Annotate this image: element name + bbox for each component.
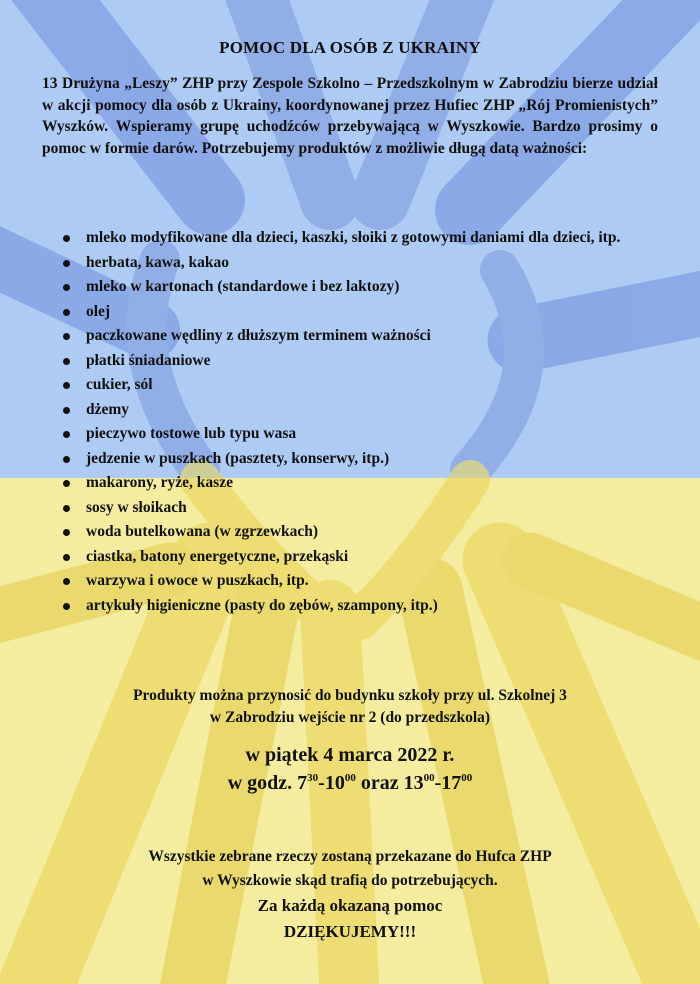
closing-note <box>0 845 700 945</box>
list-item: olej <box>60 300 660 325</box>
list-item: cukier, sól <box>60 373 660 398</box>
list-item: dżemy <box>60 398 660 423</box>
hours-text: w godz. 7 <box>227 772 308 794</box>
hours-superscript: 30 <box>307 772 319 784</box>
list-item: płatki śniadaniowe <box>60 349 660 374</box>
list-item: pieczywo tostowe lub typu wasa <box>60 422 660 447</box>
thanks-shout: DZIĘKUJEMY!!! <box>283 922 417 941</box>
closing-line: w Wyszkowie skąd trafią do potrzebujących. <box>202 872 498 889</box>
drop-off-entrance: w Zabrodziu wejście nr 2 (do przedszkola) <box>209 709 491 726</box>
donation-items-list <box>60 226 660 618</box>
list-item: paczkowane wędliny z dłuższym terminem ważności <box>60 324 660 349</box>
list-item: mleko w kartonach (standardowe i bez laktozy) <box>60 275 660 300</box>
hours-text: -10 <box>318 772 345 794</box>
list-item: makarony, ryże, kasze <box>60 471 660 496</box>
event-hours <box>0 769 700 797</box>
hours-superscript: 00 <box>423 772 435 784</box>
list-item: ciastka, batony energetyczne, przekąski <box>60 545 660 570</box>
list-item: herbata, kawa, kakao <box>60 251 660 276</box>
intro-paragraph: 13 Drużyna „Leszy” ZHP przy Zespole Szkolno – Przedszkolnym w Zabrodziu bierze udział w akcji pomocy dla osób z Ukrainy, koordynowanej przez Hufiec ZHP „Rój Promienistych” Wyszków. Wspieramy grupę uchodźców przebywającą w Wyszkowie. Bardzo prosimy o pomoc w formie darów. Potrzebujemy produktów z możliwie długą datą ważności: <box>42 75 658 157</box>
list-item: artykuły higieniczne (pasty do zębów, szampony, itp.) <box>60 594 660 619</box>
closing-line: Wszystkie zebrane rzeczy zostaną przekazane do Hufca ZHP <box>148 848 552 865</box>
thanks-line: Za każdą okazaną pomoc <box>257 896 443 915</box>
hours-text: -17 <box>434 772 462 794</box>
list-item: warzywa i owoce w puszkach, itp. <box>60 569 660 594</box>
list-item: sosy w słoikach <box>60 496 660 521</box>
hours-text: oraz 13 <box>355 772 424 794</box>
list-item: jedzenie w puszkach (pasztety, konserwy, itp.) <box>60 447 660 472</box>
list-item: mleko modyfikowane dla dzieci, kaszki, słoiki z gotowymi daniami dla dzieci, itp. <box>60 226 660 251</box>
event-day: w piątek 4 marca 2022 r. <box>245 744 455 766</box>
page-title: POMOC DLA OSÓB Z UKRAINY <box>219 38 481 57</box>
hours-superscript: 00 <box>344 772 356 784</box>
drop-off-info <box>0 685 700 729</box>
event-date <box>0 741 700 797</box>
list-item: woda butelkowana (w zgrzewkach) <box>60 520 660 545</box>
hours-superscript: 00 <box>461 772 473 784</box>
drop-off-address: Produkty można przynosić do budynku szkoły przy ul. Szkolnej 3 <box>133 687 567 704</box>
